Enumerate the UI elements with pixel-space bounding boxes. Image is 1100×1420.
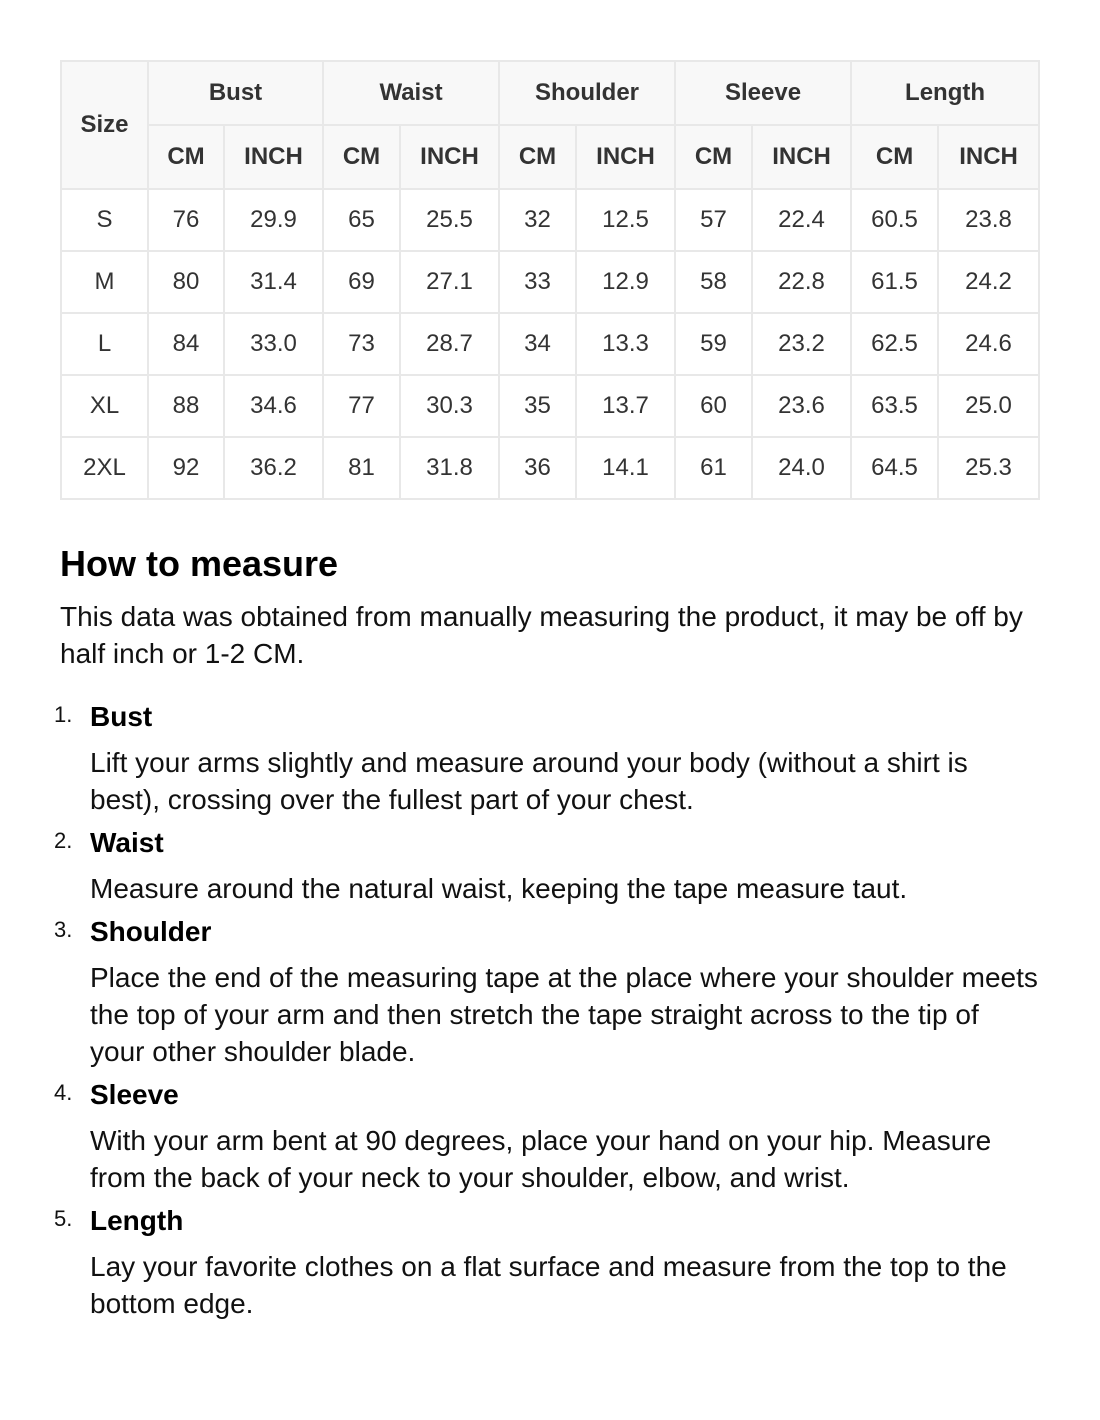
table-row xyxy=(61,437,1039,499)
table-cell: 12.5 xyxy=(576,189,675,251)
table-cell: 59 xyxy=(675,313,752,375)
table-cell: 30.3 xyxy=(400,375,499,437)
size-chart-table xyxy=(60,60,1040,500)
size-cell: S xyxy=(61,189,148,251)
table-row xyxy=(61,251,1039,313)
unit-header: INCH xyxy=(752,125,851,189)
step-description: Place the end of the measuring tape at the place where your shoulder meets the top of your arm and then stretch the tape straight across to the tip of your other shoulder blade. xyxy=(90,962,1038,1067)
table-cell: 77 xyxy=(323,375,400,437)
step-number: 2. xyxy=(54,828,73,853)
table-cell: 25.0 xyxy=(938,375,1039,437)
measure-steps-list xyxy=(54,698,1040,1322)
table-cell: 23.8 xyxy=(938,189,1039,251)
table-cell: 35 xyxy=(499,375,576,437)
unit-header: CM xyxy=(675,125,752,189)
unit-header-row xyxy=(61,125,1039,189)
size-cell: M xyxy=(61,251,148,313)
step-number: 3. xyxy=(54,917,73,942)
measure-step xyxy=(54,913,1040,1070)
unit-header: CM xyxy=(323,125,400,189)
table-cell: 32 xyxy=(499,189,576,251)
table-cell: 12.9 xyxy=(576,251,675,313)
table-cell: 33.0 xyxy=(224,313,323,375)
step-title: Bust xyxy=(90,701,153,732)
table-cell: 22.4 xyxy=(752,189,851,251)
group-header-length: Length xyxy=(851,61,1039,125)
group-header-shoulder: Shoulder xyxy=(499,61,675,125)
step-title: Sleeve xyxy=(90,1079,179,1110)
measure-intro-text: This data was obtained from manually measuring the product, it may be off by half inch or 1-2 CM. xyxy=(60,601,1023,669)
table-row xyxy=(61,189,1039,251)
table-cell: 76 xyxy=(148,189,224,251)
size-column-header: Size xyxy=(61,61,148,189)
table-cell: 24.6 xyxy=(938,313,1039,375)
table-cell: 63.5 xyxy=(851,375,938,437)
table-cell: 31.8 xyxy=(400,437,499,499)
table-cell: 36.2 xyxy=(224,437,323,499)
measure-step xyxy=(54,698,1040,818)
step-description: Measure around the natural waist, keeping the tape measure taut. xyxy=(90,873,908,904)
table-cell: 23.6 xyxy=(752,375,851,437)
table-cell: 34 xyxy=(499,313,576,375)
step-title: Length xyxy=(90,1205,184,1236)
size-cell: 2XL xyxy=(61,437,148,499)
size-cell: L xyxy=(61,313,148,375)
table-cell: 34.6 xyxy=(224,375,323,437)
table-cell: 61 xyxy=(675,437,752,499)
unit-header: CM xyxy=(851,125,938,189)
step-description: With your arm bent at 90 degrees, place your hand on your hip. Measure from the back of your neck to your shoulder, elbow, and wrist. xyxy=(90,1125,992,1193)
step-title: Waist xyxy=(90,827,164,858)
step-title: Shoulder xyxy=(90,916,212,947)
step-number: 1. xyxy=(54,702,73,727)
table-cell: 81 xyxy=(323,437,400,499)
table-cell: 60.5 xyxy=(851,189,938,251)
table-cell: 25.5 xyxy=(400,189,499,251)
table-cell: 57 xyxy=(675,189,752,251)
table-cell: 22.8 xyxy=(752,251,851,313)
table-cell: 80 xyxy=(148,251,224,313)
table-cell: 25.3 xyxy=(938,437,1039,499)
measure-step xyxy=(54,824,1040,907)
measure-step xyxy=(54,1076,1040,1196)
table-cell: 27.1 xyxy=(400,251,499,313)
table-cell: 23.2 xyxy=(752,313,851,375)
unit-header: INCH xyxy=(224,125,323,189)
group-header-sleeve: Sleeve xyxy=(675,61,851,125)
group-header-row xyxy=(61,61,1039,125)
table-cell: 64.5 xyxy=(851,437,938,499)
table-cell: 73 xyxy=(323,313,400,375)
unit-header: INCH xyxy=(400,125,499,189)
table-cell: 69 xyxy=(323,251,400,313)
group-header-bust: Bust xyxy=(148,61,323,125)
unit-header: CM xyxy=(499,125,576,189)
table-row xyxy=(61,375,1039,437)
table-cell: 61.5 xyxy=(851,251,938,313)
size-cell: XL xyxy=(61,375,148,437)
table-cell: 65 xyxy=(323,189,400,251)
table-cell: 88 xyxy=(148,375,224,437)
table-cell: 28.7 xyxy=(400,313,499,375)
table-cell: 13.3 xyxy=(576,313,675,375)
table-header xyxy=(61,61,1039,189)
unit-header: INCH xyxy=(576,125,675,189)
table-cell: 60 xyxy=(675,375,752,437)
table-cell: 14.1 xyxy=(576,437,675,499)
table-cell: 62.5 xyxy=(851,313,938,375)
step-number: 4. xyxy=(54,1080,73,1105)
step-number: 5. xyxy=(54,1206,73,1231)
group-header-waist: Waist xyxy=(323,61,499,125)
table-cell: 84 xyxy=(148,313,224,375)
table-cell: 36 xyxy=(499,437,576,499)
step-description: Lift your arms slightly and measure around your body (without a shirt is best), crossing over the fullest part of your chest. xyxy=(90,747,968,815)
unit-header: INCH xyxy=(938,125,1039,189)
step-description: Lay your favorite clothes on a flat surface and measure from the top to the bottom edge. xyxy=(90,1251,1007,1319)
table-cell: 29.9 xyxy=(224,189,323,251)
table-cell: 31.4 xyxy=(224,251,323,313)
table-cell: 33 xyxy=(499,251,576,313)
table-cell: 24.2 xyxy=(938,251,1039,313)
how-to-measure-title: How to measure xyxy=(60,543,339,584)
table-cell: 24.0 xyxy=(752,437,851,499)
table-row xyxy=(61,313,1039,375)
table-cell: 92 xyxy=(148,437,224,499)
unit-header: CM xyxy=(148,125,224,189)
size-guide-page xyxy=(54,60,1040,1328)
table-body xyxy=(61,189,1039,499)
measure-step xyxy=(54,1202,1040,1322)
table-cell: 58 xyxy=(675,251,752,313)
table-cell: 13.7 xyxy=(576,375,675,437)
